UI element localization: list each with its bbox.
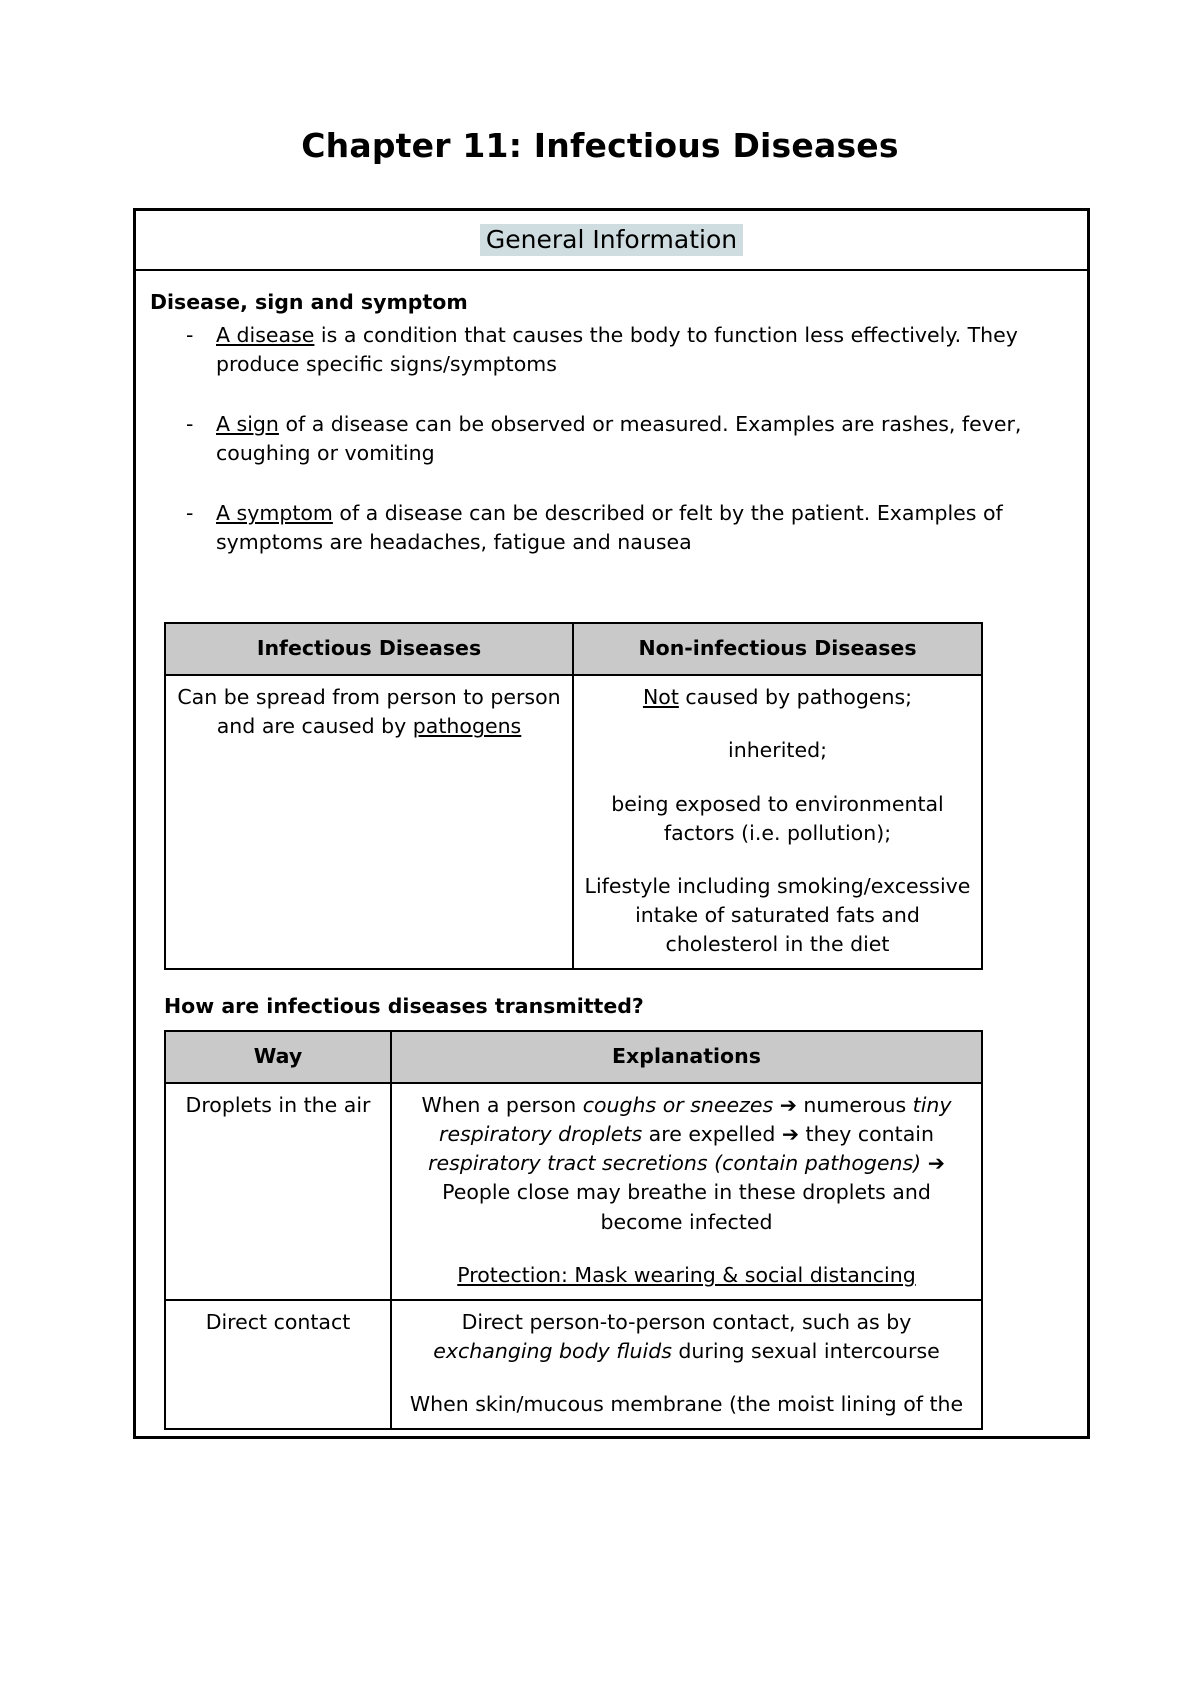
cell-text-underlined: pathogens <box>412 714 522 739</box>
list-item <box>150 499 1073 557</box>
list-item <box>150 410 1073 468</box>
cell-non-infectious-description <box>573 675 982 969</box>
spacer <box>150 588 1073 610</box>
explanation-text <box>400 1091 973 1237</box>
cell-infectious-description <box>165 675 573 969</box>
cell-explanation-droplets <box>391 1083 982 1300</box>
cell-text: Can be spread from person to person and are caused by <box>177 685 561 739</box>
text-run: are expelled ➔ they contain <box>642 1122 934 1147</box>
definition-text: of a disease can be described or felt by the patient. Examples of symptoms are headaches, fatigue and nausea <box>216 500 1003 555</box>
table-row <box>165 675 982 969</box>
cause-line-inherited: inherited; <box>728 738 827 763</box>
cell-text: caused by pathogens; <box>678 685 913 710</box>
subheading-disease-sign-symptom: Disease, sign and symptom <box>150 289 468 314</box>
text-run-italic: respiratory tract secretions (contain pathogens) <box>428 1151 922 1176</box>
bullet-dash: - <box>186 500 194 525</box>
table-header-row <box>165 623 982 675</box>
table-row <box>165 1083 982 1300</box>
comparison-table <box>164 622 983 970</box>
cell-explanation-direct-contact <box>391 1300 982 1429</box>
bullet-dash: - <box>186 322 194 347</box>
table-row <box>165 1300 982 1429</box>
text-run: during sexual intercourse <box>671 1338 940 1363</box>
definition-term: A disease <box>216 322 315 347</box>
protection-note-text: Protection: Mask wearing & social distancing <box>457 1262 916 1287</box>
text-run-italic: tiny respiratory droplets <box>439 1093 952 1147</box>
cell-way-direct-contact: Direct contact <box>165 1300 391 1429</box>
definition-term: A sign <box>216 411 279 436</box>
column-header-explanations: Explanations <box>391 1031 982 1083</box>
explanation-continuation: When skin/mucous membrane (the moist lining of the <box>409 1392 964 1417</box>
cell-way-droplets: Droplets in the air <box>165 1083 391 1300</box>
section-header <box>136 211 1087 271</box>
cell-text-underlined: Not <box>642 685 679 710</box>
protection-note <box>400 1261 973 1290</box>
page-title: Chapter 11: Infectious Diseases <box>301 126 899 165</box>
column-header-non-infectious: Non-infectious Diseases <box>573 623 982 675</box>
section-body <box>136 271 1087 1436</box>
cause-line-lifestyle: Lifestyle including smoking/excessive intake of saturated fats and cholesterol in the diet <box>584 873 971 956</box>
explanation-text <box>400 1308 973 1366</box>
section-header-label: General Information <box>480 224 743 256</box>
table-header-row <box>165 1031 982 1083</box>
transmission-table <box>164 1030 983 1430</box>
definition-term: A symptom <box>216 500 333 525</box>
text-run: Direct person-to-person contact, such as by <box>461 1309 912 1334</box>
text-run: ➔ People close may breathe in these droplets and become infected <box>442 1151 945 1234</box>
column-header-way: Way <box>165 1031 391 1083</box>
text-run: When a person <box>421 1093 583 1118</box>
definition-list <box>150 321 1073 558</box>
text-run-italic: exchanging body fluids <box>433 1338 672 1363</box>
transmission-question: How are infectious diseases transmitted? <box>164 994 644 1019</box>
text-run: ➔ numerous <box>773 1093 913 1118</box>
definition-text: is a condition that causes the body to function less effectively. They produce specific signs/symptoms <box>216 322 1018 376</box>
column-header-infectious: Infectious Diseases <box>165 623 573 675</box>
bullet-dash: - <box>186 411 194 436</box>
text-run-italic: coughs or sneezes <box>582 1093 774 1118</box>
list-item <box>150 321 1073 379</box>
cause-line-environmental: being exposed to environmental factors (i.e. pollution); <box>611 791 944 845</box>
cause-line-pathogens <box>582 683 973 712</box>
definition-text: of a disease can be observed or measured. Examples are rashes, fever, coughing or vomiting <box>216 411 1022 465</box>
general-information-box <box>133 208 1090 1440</box>
